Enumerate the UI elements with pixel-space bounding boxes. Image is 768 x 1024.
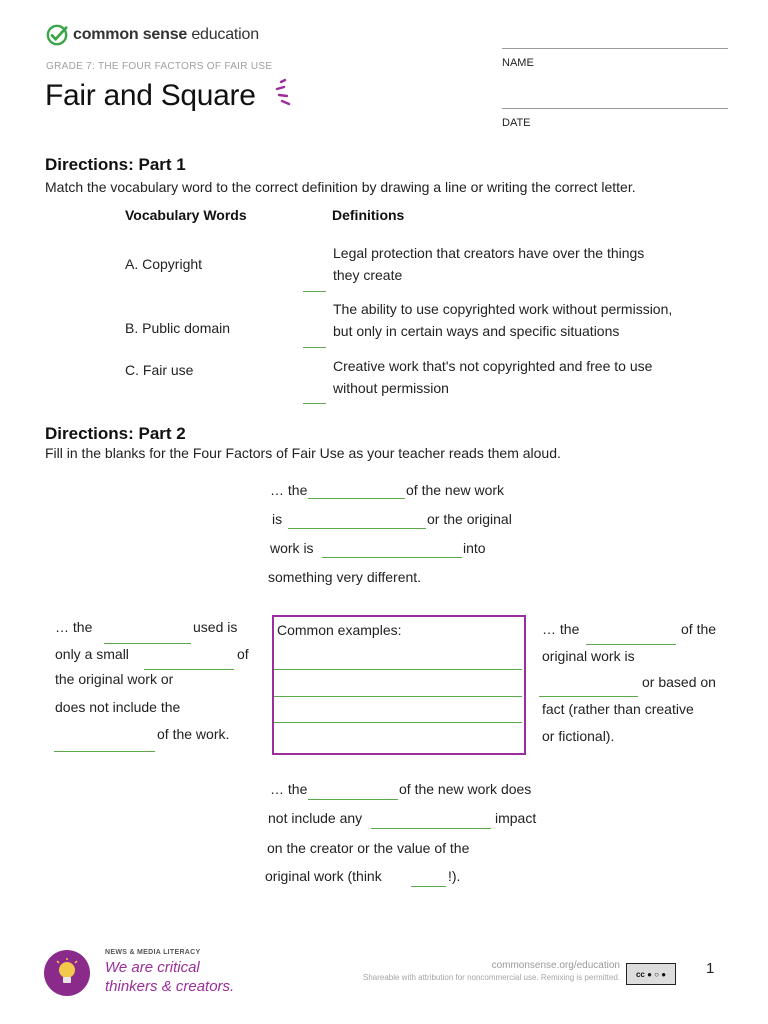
factor-text: of the new work does (399, 781, 532, 797)
factor-text: … the (55, 619, 93, 635)
footer-kicker: NEWS & MEDIA LITERACY (105, 949, 201, 956)
fill-blank[interactable] (322, 557, 462, 558)
factor-text: of the (681, 621, 717, 637)
factor-text: is (272, 511, 283, 527)
footer-slogan (105, 958, 234, 996)
fill-blank[interactable] (308, 799, 398, 800)
definition-item (333, 242, 644, 286)
factor-text: … the (270, 482, 308, 498)
match-answer-blank[interactable] (303, 291, 326, 292)
fill-blank[interactable] (308, 498, 405, 499)
definition-line: without permission (333, 380, 449, 396)
vocab-column-header: Vocabulary Words (125, 207, 247, 223)
factor-text: … the (542, 621, 580, 637)
factor-text: or the original (427, 511, 512, 527)
factor-text: or fictional). (542, 728, 615, 744)
page-title: Fair and Square (45, 79, 256, 112)
brand-suffix: education (187, 26, 259, 43)
definition-line: Creative work that's not copyrighted and free to use (333, 358, 653, 374)
factor-text: something very different. (268, 569, 422, 585)
factor-text: does not include the (55, 699, 181, 715)
date-label: DATE (502, 117, 531, 129)
factor-text: the original work or (55, 671, 174, 687)
factor-text: or based on (642, 674, 716, 690)
fill-blank[interactable] (411, 886, 446, 887)
vocab-word: B. Public domain (125, 320, 231, 336)
factor-text: on the creator or the value of the (267, 840, 470, 856)
page-number: 1 (706, 960, 715, 977)
fill-blank[interactable] (288, 528, 426, 529)
checkmark-logo-icon (46, 24, 68, 46)
fill-blank[interactable] (104, 643, 191, 644)
factor-text: of the new work (406, 482, 505, 498)
match-answer-blank[interactable] (303, 403, 326, 404)
part2-heading: Directions: Part 2 (45, 424, 186, 443)
definition-line: but only in certain ways and specific situations (333, 323, 620, 339)
factor-text: original work (think (265, 868, 382, 884)
vocab-word: C. Fair use (125, 362, 194, 378)
part1-heading: Directions: Part 1 (45, 155, 186, 174)
date-line[interactable] (502, 108, 728, 109)
spark-icon (273, 78, 293, 108)
creative-commons-icon: cc ● ○ ● (626, 963, 676, 985)
example-answer-line[interactable] (274, 722, 522, 723)
factor-text: work is (270, 540, 314, 556)
definition-line: The ability to use copyrighted work without permission, (333, 301, 673, 317)
lightbulb-badge-icon (44, 950, 90, 996)
example-answer-line[interactable] (274, 696, 522, 697)
footer-url[interactable]: commonsense.org/education (491, 960, 620, 971)
factor-text: of (237, 646, 249, 662)
factor-text: … the (270, 781, 308, 797)
slogan-line: We are critical (105, 959, 200, 976)
factor-text: !). (448, 868, 461, 884)
definition-item (333, 355, 652, 399)
part1-instructions: Match the vocabulary word to the correct definition by drawing a line or writing the correct letter. (45, 179, 636, 195)
fill-blank[interactable] (586, 644, 676, 645)
fill-blank[interactable] (539, 696, 638, 697)
factor-text: into (463, 540, 486, 556)
fill-blank[interactable] (54, 751, 155, 752)
factor-text: original work is (542, 648, 635, 664)
fill-blank[interactable] (144, 669, 234, 670)
factor-text: fact (rather than creative (542, 701, 694, 717)
example-answer-line[interactable] (274, 669, 522, 670)
slogan-line: thinkers & creators. (105, 978, 235, 995)
factor-text: only a small (55, 646, 129, 662)
factor-text: used is (193, 619, 238, 635)
factor-text: impact (495, 810, 537, 826)
definition-line: Legal protection that creators have over the things (333, 245, 645, 261)
definitions-column-header: Definitions (332, 207, 405, 223)
fill-blank[interactable] (371, 828, 491, 829)
footer-license: Shareable with attribution for noncommercial use. Remixing is permitted. (362, 973, 620, 982)
brand-name: common sense (73, 26, 188, 43)
factor-text: of the work. (157, 726, 230, 742)
brand-logo (46, 24, 259, 46)
definition-line: they create (333, 267, 403, 283)
common-examples-title: Common examples: (277, 622, 402, 638)
name-label: NAME (502, 57, 534, 69)
grade-line: GRADE 7: THE FOUR FACTORS OF FAIR USE (46, 61, 273, 72)
name-line[interactable] (502, 48, 728, 49)
factor-text: not include any (268, 810, 363, 826)
definition-item (333, 298, 672, 342)
part2-instructions: Fill in the blanks for the Four Factors of Fair Use as your teacher reads them aloud. (45, 445, 561, 461)
match-answer-blank[interactable] (303, 347, 326, 348)
vocab-word: A. Copyright (125, 256, 203, 272)
lightbulb-icon (54, 958, 80, 988)
